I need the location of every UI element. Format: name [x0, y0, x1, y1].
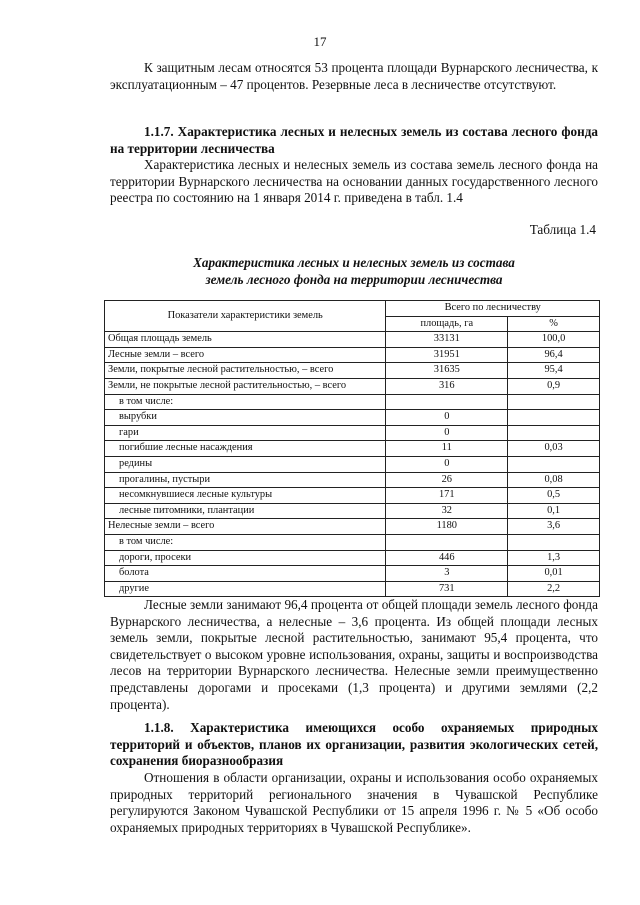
- row-percent: [508, 394, 600, 410]
- row-label: болота: [105, 566, 386, 582]
- table-row: [105, 534, 600, 550]
- row-label: в том числе:: [105, 394, 386, 410]
- table-row: [105, 488, 600, 504]
- table-body: [105, 332, 600, 597]
- row-percent: 0,03: [508, 441, 600, 457]
- row-label: Лесные земли – всего: [105, 347, 386, 363]
- table-label: Таблица 1.4: [529, 222, 596, 237]
- intro-paragraph: К защитным лесам относятся 53 процента площади Вурнарского лесничества, к эксплуатационным – 47 процентов. Резервные леса в лесничестве отсутствуют.: [110, 60, 598, 92]
- row-area: 3: [386, 566, 508, 582]
- row-label: лесные питомники, плантации: [105, 503, 386, 519]
- row-label: Земли, не покрытые лесной растительностью, – всего: [105, 378, 386, 394]
- row-area: 731: [386, 581, 508, 597]
- table-row: [105, 456, 600, 472]
- table-row: [105, 441, 600, 457]
- section-1-1-7-text: Характеристика лесных и нелесных земель из состава земель лесного фонда на территории Вурнарского лесничества на основании данных государственного лесного реестра по состоянию на 1 января 2014 г. приведена в табл. 1.4: [110, 157, 598, 206]
- row-area: 1180: [386, 519, 508, 535]
- row-percent: 3,6: [508, 519, 600, 535]
- table-row: [105, 363, 600, 379]
- row-area: 31635: [386, 363, 508, 379]
- row-label: погибшие лесные насаждения: [105, 441, 386, 457]
- row-area: 11: [386, 441, 508, 457]
- row-label: редины: [105, 456, 386, 472]
- header-area: площадь, га: [386, 316, 508, 332]
- row-area: 0: [386, 456, 508, 472]
- row-label: несомкнувшиеся лесные культуры: [105, 488, 386, 504]
- row-label: гари: [105, 425, 386, 441]
- table-row: [105, 425, 600, 441]
- row-area: 316: [386, 378, 508, 394]
- row-percent: 1,3: [508, 550, 600, 566]
- row-label: Общая площадь земель: [105, 332, 386, 348]
- table-title-line2: земель лесного фонда на территории лесничества: [205, 272, 503, 287]
- row-label: прогалины, пустыри: [105, 472, 386, 488]
- row-area: [386, 394, 508, 410]
- row-percent: 0,01: [508, 566, 600, 582]
- row-percent: 0,1: [508, 503, 600, 519]
- row-label: другие: [105, 581, 386, 597]
- row-percent: 0,5: [508, 488, 600, 504]
- header-total: Всего по лесничеству: [386, 301, 600, 317]
- section-1-1-8-text: Отношения в области организации, охраны и использования особо охраняемых природных территорий регионального значения в Чувашской Республике регулируются Законом Чувашской Республики от 15 апреля 1996 г. № 5 «Об особо охраняемых природных территориях в Чувашской Республике».: [110, 770, 598, 835]
- table-row: [105, 410, 600, 426]
- land-characteristics-table: [104, 300, 600, 597]
- row-percent: 100,0: [508, 332, 600, 348]
- row-area: 26: [386, 472, 508, 488]
- table-row: [105, 332, 600, 348]
- table-row: [105, 566, 600, 582]
- row-area: 171: [386, 488, 508, 504]
- row-area: 0: [386, 410, 508, 426]
- row-label: дороги, просеки: [105, 550, 386, 566]
- row-label: вырубки: [105, 410, 386, 426]
- section-1-1-8-heading: 1.1.8. Характеристика имеющихся особо охраняемых природных территорий и объектов, планов их организации, развития экологических сетей, сохранения биоразнообразия: [110, 720, 598, 769]
- row-area: 33131: [386, 332, 508, 348]
- row-percent: [508, 534, 600, 550]
- header-percent: %: [508, 316, 600, 332]
- table-title-line1: Характеристика лесных и нелесных земель из состава: [193, 255, 515, 270]
- header-indicator: Показатели характеристики земель: [105, 301, 386, 332]
- row-percent: [508, 456, 600, 472]
- row-area: 32: [386, 503, 508, 519]
- row-percent: [508, 425, 600, 441]
- table-row: [105, 394, 600, 410]
- row-percent: 95,4: [508, 363, 600, 379]
- table-row: [105, 519, 600, 535]
- row-area: [386, 534, 508, 550]
- row-percent: 96,4: [508, 347, 600, 363]
- row-area: 0: [386, 425, 508, 441]
- row-percent: [508, 410, 600, 426]
- table-row: [105, 347, 600, 363]
- row-label: Земли, покрытые лесной растительностью, – всего: [105, 363, 386, 379]
- row-percent: 2,2: [508, 581, 600, 597]
- row-area: 446: [386, 550, 508, 566]
- page-number: 17: [313, 34, 327, 49]
- table-row: [105, 472, 600, 488]
- table-row: [105, 503, 600, 519]
- table-title: [110, 254, 598, 288]
- table-row: [105, 581, 600, 597]
- table-row: [105, 550, 600, 566]
- row-label: в том числе:: [105, 534, 386, 550]
- row-area: 31951: [386, 347, 508, 363]
- row-label: Нелесные земли – всего: [105, 519, 386, 535]
- row-percent: 0,08: [508, 472, 600, 488]
- summary-paragraph: Лесные земли занимают 96,4 процента от общей площади земель лесного фонда Вурнарского лесничества, а нелесные – 3,6 процента. Из общей площади лесных земель земли, покрытые лесной растительностью, занимают 95,4 процента, что свидетельствует о высоком уровне использования, охраны, защиты и воспроизводства лесов на территории Вурнарского лесничества. Нелесные земли преимущественно представлены дорогами и просеками (1,3 процента) и другими землями (2,2 процента).: [110, 597, 598, 712]
- section-1-1-7-heading: 1.1.7. Характеристика лесных и нелесных земель из состава лесного фонда на территории лесничества: [110, 124, 598, 156]
- table-row: [105, 378, 600, 394]
- row-percent: 0,9: [508, 378, 600, 394]
